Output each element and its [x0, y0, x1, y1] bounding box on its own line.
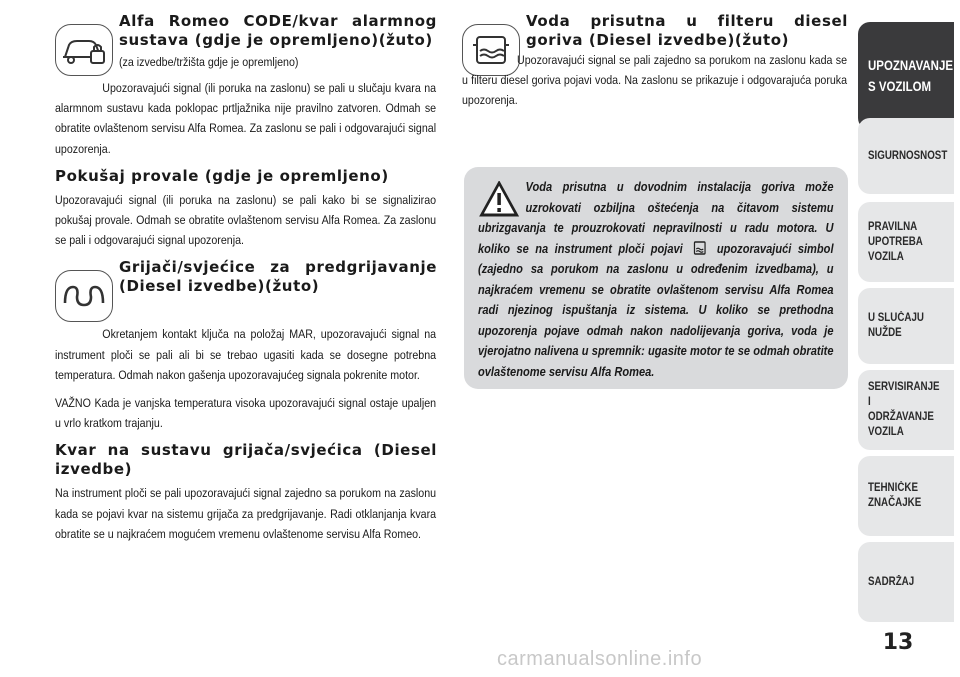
section-text: Upozoravajući signal (ili poruka na zaslonu) se pali kako bi se signalizirao pokušaj provale. Odmah se obratite ovlaštenom servisu Alfa Romea. Za zaslonu se pali i odgovarajući signal upozorenja. [55, 192, 437, 248]
watermark: carmanualsonline.info [497, 648, 703, 670]
section-title: Alfa Romeo CODE/kvar alarmnog sustava (gdje je opremljeno)(žuto) [119, 12, 437, 49]
page-number: 13 [882, 630, 914, 655]
warning-text-part2: upozoravajući simbol (zajedno sa porukom na zaslonu u određenim izvedbama), u najkraćem vremenu se obratite ovlaštenom servisu Alfa Romea radi njezinog ispuštanja iz sistema. U koliko se prethodna upozorenja pojave odmah nakon nadolijevanja goriva, voda je vjerojatno nalivena u spremnik: ugasite motor te se odmah obratite ovlaštenome servisu Alfa Romea. [478, 241, 834, 379]
section-text: Na instrument ploči se pali upozoravajući signal zajedno sa porukom na zaslonu kada se pojavi kvar na sistemu grijača za predgrijavanje. Radi otklanjanja kvara obratite se u najkraćem mogućem vremenu ovlaštenome servisu Alfa Romeo. [55, 486, 437, 541]
tab-upoznavanje[interactable]: UPOZNAVANJE S VOZILOM [858, 22, 954, 130]
section-alarm [55, 12, 437, 78]
glow-plug-icon [55, 270, 113, 322]
section-title: Voda prisutna u filteru diesel goriva (Diesel izvedbe)(žuto) [526, 12, 848, 49]
warning-triangle-icon [478, 181, 520, 217]
section-title: Grijači/svjećice za predgrijavanje (Diesel izvedbe)(žuto) [119, 258, 437, 296]
warning-text [478, 177, 834, 382]
car-lock-icon [55, 24, 113, 76]
tab-servisiranje[interactable]: SERVISIRANJE I ODRŽAVANJE VOZILA [858, 370, 954, 450]
tab-u-slucaju-nuzde[interactable]: U SLUČAJU NUŽDE [858, 288, 954, 364]
water-in-fuel-small-icon [693, 241, 707, 255]
section-glow-plug [55, 258, 437, 324]
section-title: Pokušaj provale (gdje je opremljeno) [55, 166, 389, 185]
section-water-fuel [462, 12, 848, 50]
tab-sadrzaj[interactable]: SADRŽAJ [858, 542, 954, 622]
warning-text-part1: Voda prisutna u dovodnim instalacija goriva može uzrokovati ozbiljna oštećenja na čitavom sistemu ubrizgavanja te prouzrokovati nepravilnosti u radu motora. U koliko se na instrument ploči pojavi [478, 180, 834, 256]
section-note: VAŽNO Kada je vanjska temperatura visoka upozoravajući signal ostaje upaljen u vrlo kratkom trajanju. [55, 396, 437, 431]
section-title: Kvar na sustavu grijača/svjećica (Diesel izvedbe) [55, 441, 437, 479]
section-text: Upozoravajući signal se pali zajedno sa porukom na zaslonu kada se u filteru diesel goriva pojavi voda. Na zaslonu se prikazuje i odgovarajuća poruka upozorenja. [462, 53, 848, 108]
section-subtitle: (za izvedbe/tržišta gdje je opremljeno) [119, 55, 299, 69]
left-column [55, 12, 437, 544]
tab-tehnicke-znacajke[interactable]: TEHNIČKE ZNAČAJKE [858, 456, 954, 536]
tab-pravilna-upotreba[interactable]: PRAVILNA UPOTREBA VOZILA [858, 202, 954, 282]
warning-box [464, 167, 848, 389]
section-text: Okretanjem kontakt ključa na položaj MAR, upozoravajući signal na instrument ploči se pali ali bi se trebao ugasiti kada se dosegne potrebna temperatura. Odmah nakon gašenja upozoravajućeg signala pokrenite motor. [55, 327, 437, 382]
tab-sigurnosnost[interactable]: SIGURNOSNOST [858, 118, 954, 194]
section-text: Upozoravajući signal (ili poruka na zaslonu) se pali u slučaju kvara na alarmnom sustavu kada poklopac prtljažnika nije pravilno zatvoren. Odmah se obratite ovlaštenom servisu Alfa Romea. Za zaslonu se pali i odgovarajući signal upozorenja. [55, 81, 437, 156]
middle-column [462, 12, 848, 111]
